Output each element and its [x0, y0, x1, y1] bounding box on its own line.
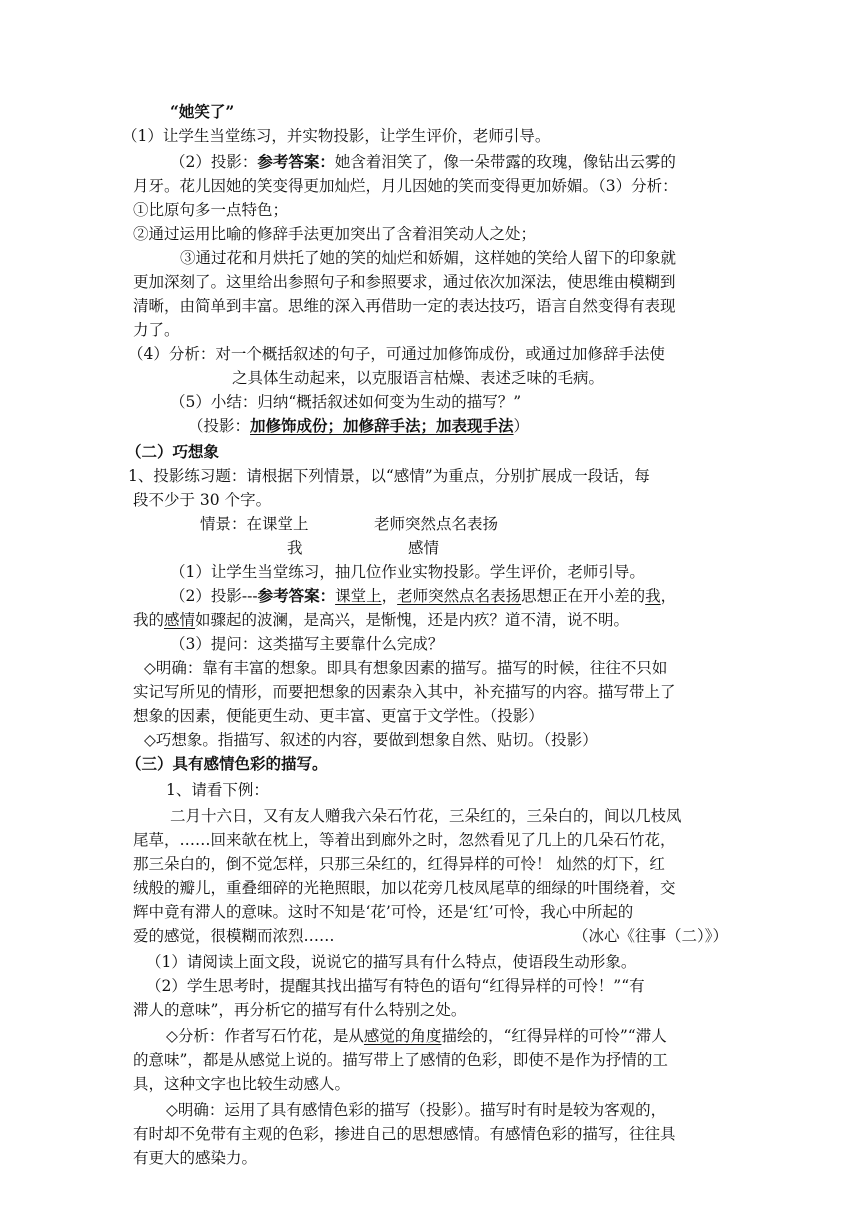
answer-label: 参考答案：	[257, 152, 335, 171]
scene-item: 我	[287, 539, 303, 557]
paragraph: 清晰，由简单到丰富。思维的深入再借助一定的表达技巧，语言自然变得有表现	[133, 297, 676, 315]
paragraph: ◇明确：靠有丰富的想象。即具有想象因素的描写。描写的时候，往往不只如	[144, 659, 668, 677]
paragraph: ①比原句多一点特色；	[133, 201, 289, 219]
text: ，	[381, 587, 398, 605]
paragraph: 实记写所见的情形，而要把想象的因素杂入其中，补充描写的内容。描写带上了	[133, 683, 676, 701]
paragraph: 力了。	[133, 321, 180, 339]
paragraph: （4）分析：对一个概括叙述的句子，可通过加修饰成份，或通过加修辞手法使	[128, 345, 665, 363]
paragraph: （1）让学生当堂练习，抽几位作业实物投影。学生评价，老师引导。	[170, 563, 645, 581]
example-text: 辉中竟有滞人的意味。这时不知是‘花’可怜，还是‘红’可怜，我心中所起的	[133, 903, 634, 921]
text: ◇分析：作者写石竹花，是从	[166, 1027, 364, 1045]
example-text: 二月十六日，又有友人赠我六朵石竹花，三朵红的，三朵白的，间以几枝凤	[170, 807, 682, 825]
paragraph	[188, 414, 529, 438]
paragraph: 具，这种文字也比较生动感人。	[133, 1075, 351, 1093]
paragraph: （2）学生思考时，提醒其找出描写有特色的语句“红得异样的可怜！”“有	[146, 977, 645, 995]
text: 我的	[133, 611, 165, 629]
paragraph	[170, 584, 676, 608]
paragraph: ◇巧想象。指描写、叙述的内容，要做到想象自然、贴切。（投影）	[144, 731, 598, 749]
example-text	[133, 924, 728, 948]
section-heading: （二）巧想象	[126, 442, 220, 461]
example-text: 绒般的瓣儿，重叠细碎的光艳照眼，加以花旁几枝凤尾草的细绿的叶围绕着，交	[133, 879, 676, 897]
paragraph: （3）提问：这类描写主要靠什么完成？	[170, 635, 444, 653]
paragraph: 有时却不免带有主观的色彩，掺进自己的思想感情。有感情色彩的描写，往往具	[133, 1125, 676, 1143]
paragraph	[133, 608, 629, 632]
paragraph: 滞人的意味”，再分析它的描写有什么特别之处。	[133, 1001, 467, 1019]
paragraph: 想象的因素，便能更生动、更丰富、更富于文学性。（投影）	[133, 707, 544, 725]
summary-methods: 加修饰成份；加修辞手法；加表现手法	[250, 416, 514, 435]
underlined-text: 感情	[164, 611, 196, 629]
paragraph: ②通过运用比喻的修辞手法更加突出了含着泪笑动人之处；	[133, 225, 537, 243]
text: 描绘的，“红得异样的可怜”“滞人	[441, 1027, 667, 1045]
paragraph: 之具体生动起来，以克服语言枯燥、表述乏味的毛病。	[232, 369, 605, 387]
paragraph: 有更大的感染力。	[133, 1149, 258, 1167]
heading-laugh: “她笑了”	[170, 102, 235, 121]
text: ，	[660, 587, 677, 605]
paragraph: ◇明确：运用了具有感情色彩的描写（投影）。描写时有时是较为客观的，	[166, 1101, 667, 1119]
text: ）	[513, 417, 530, 435]
paragraph: 1、投影练习题：请根据下列情景，以“感情”为重点，分别扩展成一段话，每	[128, 467, 650, 485]
paragraph: 月牙。花儿因她的笑变得更加灿烂，月儿因她的笑而变得更加娇媚。（3）分析：	[133, 177, 678, 195]
text: 她含着泪笑了，像一朵带露的玫瑰，像钻出云雾的	[334, 153, 676, 171]
paragraph: （1）让学生当堂练习，并实物投影，让学生评价，老师引导。	[122, 127, 551, 145]
scene-item: 老师突然点名表扬	[374, 515, 499, 533]
paragraph	[170, 150, 676, 174]
paragraph: 的意味”，都是从感觉上说的。描写带上了感情的色彩，即使不是作为抒情的工	[133, 1051, 668, 1069]
section-heading: （三）具有感情色彩的描写。	[126, 754, 328, 773]
underlined-text: 老师突然点名表扬	[397, 587, 522, 605]
underlined-text: 感觉的角度	[363, 1027, 442, 1045]
example-text: 那三朵白的，倒不觉怎样，只那三朵红的，红得异样的可怜！ 灿然的灯下，红	[133, 855, 665, 873]
paragraph: （1）请阅读上面文段，说说它的描写具有什么特点，使语段生动形象。	[146, 953, 637, 971]
scene-label: 情景：在课堂上	[200, 515, 309, 533]
paragraph: ③通过花和月烘托了她的笑的灿烂和娇媚，这样她的笑给人留下的印象就	[180, 249, 677, 267]
text: （2）投影：	[170, 153, 258, 171]
scene-item: 感情	[408, 539, 440, 557]
answer-label: 参考答案：	[257, 586, 336, 605]
text: 思想正在开小差的	[521, 587, 646, 605]
paragraph: 1、请看下例：	[166, 781, 269, 799]
paragraph: （5）小结：归纳“概括叙述如何变为生动的描写？”	[170, 393, 522, 411]
text: 如骤起的波澜，是高兴，是惭愧，还是内疚？道不清，说不明。	[195, 611, 630, 629]
text: （2）投影---	[170, 587, 258, 605]
underlined-text: 课堂上	[335, 587, 382, 605]
paragraph: 更加深刻了。这里给出参照句子和参照要求，通过依次加深法，使思维由模糊到	[133, 273, 676, 291]
text: （投影：	[188, 417, 251, 435]
paragraph: 段不少于 30 个字。	[133, 491, 272, 509]
source-citation: （冰心《往事（二）》）	[572, 927, 728, 945]
example-text: 尾草，……回来欹在枕上，等着出到廊外之时，忽然看见了几上的几朵石竹花，	[133, 831, 676, 849]
paragraph	[166, 1024, 667, 1048]
underlined-text: 我	[645, 587, 661, 605]
text: 爱的感觉，很模糊而浓烈……	[133, 927, 335, 945]
